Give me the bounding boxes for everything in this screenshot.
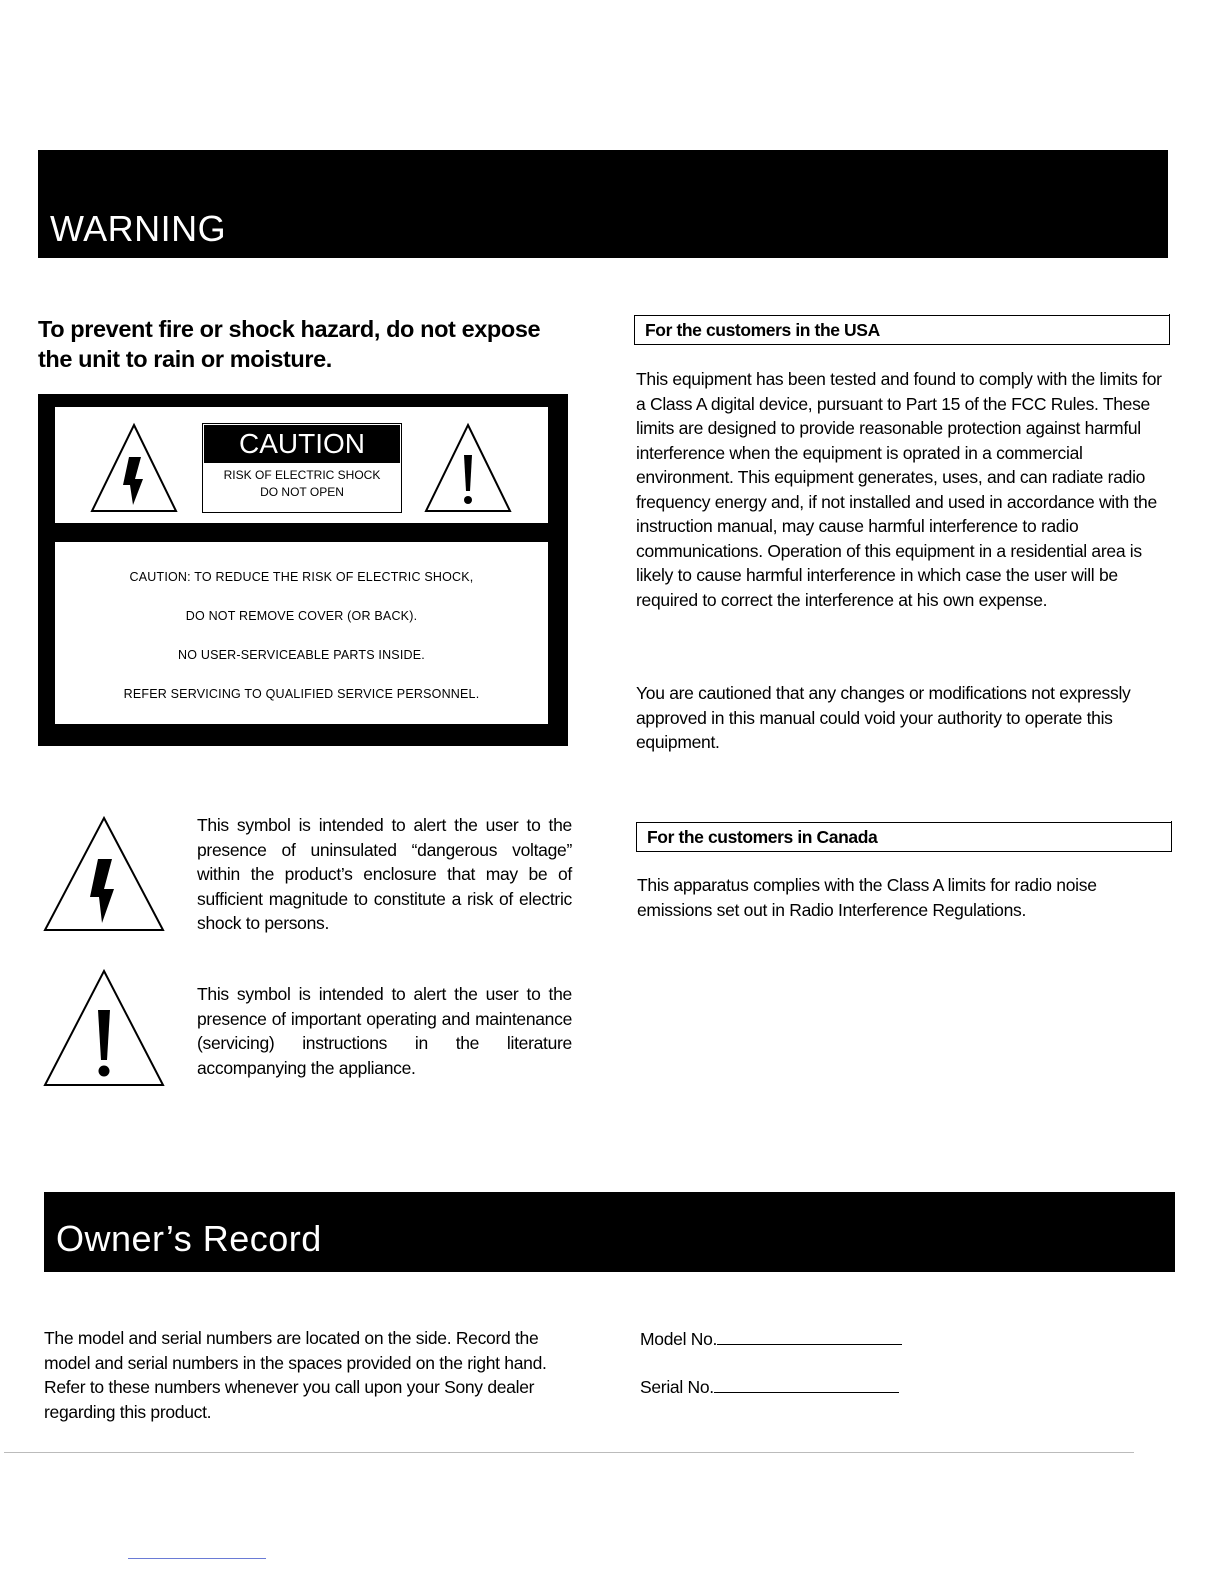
serial-number-field — [640, 1374, 899, 1400]
usa-paragraph-2: You are cautioned that any changes or modifications not expressly approved in this manual could void your authority to operate this equipment. — [636, 683, 1131, 752]
caution-upper-panel — [55, 407, 548, 523]
owners-record-title: Owner’s Record — [56, 1218, 322, 1259]
caution-line: CAUTION: TO REDUCE THE RISK OF ELECTRIC SHOCK, — [129, 570, 474, 584]
caution-risk-line2: DO NOT OPEN — [260, 485, 344, 499]
model-number-label: Model No. — [640, 1329, 718, 1349]
serial-number-label: Serial No. — [640, 1377, 714, 1397]
warning-title: WARNING — [50, 208, 227, 249]
footer-rule — [128, 1558, 266, 1559]
warning-headline: To prevent fire or shock hazard, do not expose the unit to rain or moisture. — [38, 316, 541, 372]
caution-label — [38, 394, 568, 746]
caution-risk-line1: RISK OF ELECTRIC SHOCK — [223, 468, 381, 482]
exclamation-warning-icon — [423, 421, 513, 515]
caution-title: CAUTION — [204, 425, 400, 463]
lightning-warning-icon — [89, 421, 179, 515]
lightning-symbol-text: This symbol is intended to alert the user to the presence of uninsulated “dangerous voltage” within the product’s enclosure that may be of sufficient magnitude to constitute a risk of electric shock to persons. — [197, 815, 572, 933]
usa-paragraph-1: This equipment has been tested and found to comply with the limits for a Class A digital device, pursuant to Part 15 of the FCC Rules. These limits are designed to provide reasonable protection against harmful interference when the equipment is oprated in a commercial environment. This equipment generates, uses, and can radiate radio frequency energy and, if not installed and used in accordance with the instruction manual, may cause harmful interference to radio communications. Operation of this equipment in a residential area is likely to cause harmful interference in which case the user will be required to correct the interference at his own expense. — [636, 369, 1162, 610]
bottom-divider — [4, 1452, 1134, 1453]
model-number-blank — [717, 1326, 902, 1345]
model-number-field — [640, 1326, 902, 1352]
exclamation-symbol-icon — [42, 968, 166, 1088]
canada-heading: For the customers in Canada — [636, 822, 1172, 852]
caution-text-panel — [55, 542, 548, 724]
warning-banner — [38, 150, 1168, 258]
caution-line: NO USER-SERVICEABLE PARTS INSIDE. — [178, 648, 425, 662]
caution-badge — [202, 423, 402, 513]
exclamation-symbol-text: This symbol is intended to alert the user to the presence of important operating and maintenance (servicing) instructions in the literature accompanying the appliance. — [197, 984, 572, 1078]
owners-record-text: The model and serial numbers are located on the side. Record the model and serial numbers in the spaces provided on the right hand. Refer to these numbers whenever you call upon your Sony dealer regarding this product. — [44, 1328, 547, 1422]
caution-line: REFER SERVICING TO QUALIFIED SERVICE PERSONNEL. — [123, 687, 480, 701]
canada-paragraph: This apparatus complies with the Class A limits for radio noise emissions set out in Radio Interference Regulations. — [637, 875, 1097, 920]
caution-line: DO NOT REMOVE COVER (OR BACK). — [185, 609, 418, 623]
usa-heading: For the customers in the USA — [634, 315, 1170, 345]
serial-number-blank — [714, 1374, 899, 1393]
owners-record-banner — [44, 1192, 1175, 1272]
lightning-symbol-icon — [42, 815, 166, 933]
